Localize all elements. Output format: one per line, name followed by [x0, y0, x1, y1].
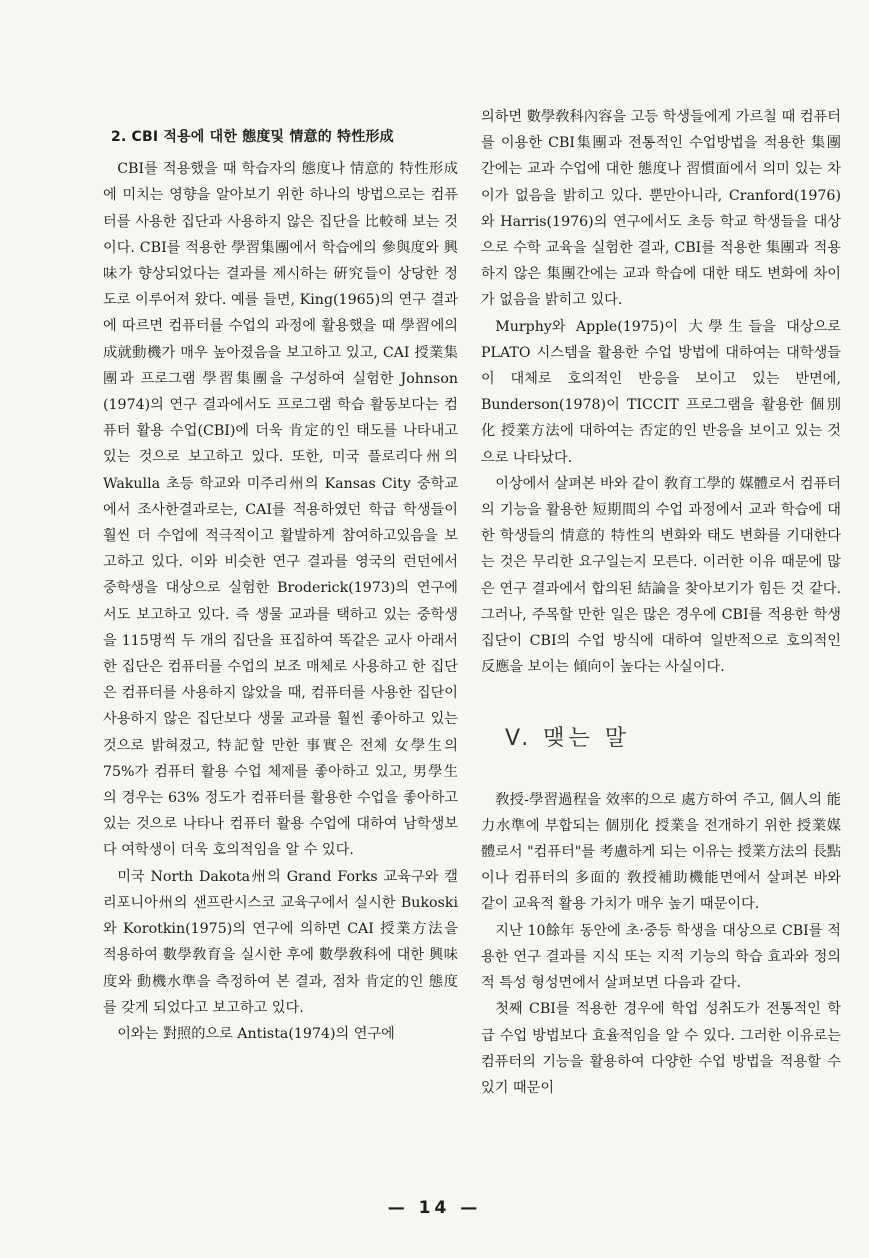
paragraph: 이와는 對照的으로 Antista(1974)의 연구에: [117, 1025, 395, 1042]
paragraph: 지난 10餘年 동안에 초·중등 학생을 대상으로 CBI를 적용한 연구 결과를 지식 또는 지적 기능의 학습 효과와 정의적 특성 형성면에서 살펴보면 다음과 같다.: [481, 922, 841, 992]
paragraph: 미국 North Dakota州의 Grand Forks 교육구와 캘리포니아州의 샌프란시스코 교육구에서 실시한 Bukoski와 Korotkin(1975)의 연구에 의하면 CAI 授業方法을 적용하여 數學敎育을 실시한 후에 數學敎科에 대한 興味度와 動機水準을 측정하여 본 결과, 점차 肯定的인 態度를 갖게 되었다고 보고하고 있다.: [103, 868, 458, 1016]
section-heading: 2. CBI 적용에 대한 態度및 情意的 特性形成: [111, 129, 394, 145]
paragraph: Murphy와 Apple(1975)이 大學生들을 대상으로 PLATO 시스템을 활용한 수업 방법에 대하여는 대학생들이 대체로 호의적인 반응을 보이고 있는 반면에, Bunderson(1978)이 TICCIT 프로그램을 활용한 個別化 授業方法에 대하여는 否定的인 반응을 보이고 있는 것으로 나타났다.: [481, 318, 841, 466]
paragraph: 이상에서 살펴본 바와 같이 敎育工學的 媒體로서 컴퓨터의 기능을 활용한 短期間의 수업 과정에서 교과 학습에 대한 학생들의 情意的 特性의 변화와 태도 변화를 기대한다는 것은 무리한 요구일는지 모른다. 이러한 이유 때문에 많은 연구 결과에서 합의된 結論을 찾아보기가 힘든 것 같다. 그러나, 주목할 만한 일은 많은 경우에 CBI를 적용한 학생 집단이 CBI의 수업 방식에 대하여 일반적으로 호의적인 反應을 보이는 傾向이 높다는 사실이다.: [481, 475, 841, 676]
paragraph: CBI를 적용했을 때 학습자의 態度나 情意的 特性形成에 미치는 영향을 알아보기 위한 하나의 방법으로는 컴퓨터를 사용한 집단과 사용하지 않은 집단을 比較해 보는 것이다. CBI를 적용한 學習集團에서 학습에의 參與度와 興味가 향상되었다는 결과를 제시하는 硏究들이 상당한 정도로 이루어져 왔다. 예를 들면, King(1965)의 연구 결과에 따르면 컴퓨터를 수업의 과정에 활용했을 때 學習에의 成就動機가 매우 높아졌음을 보고하고 있고, CAI 授業集團과 프로그램 學習集團을 구성하여 실험한 Johnson (1974)의 연구 결과에서도 프로그램 학습 활동보다는 컴퓨터 활용 수업(CBI)에 더욱 肯定的인 태도를 나타내고 있는 것으로 보고하고 있다. 또한, 미국 플로리다州의 Wakulla 초등 학교와 미주리州의 Kansas City 중학교에서 조사한결과로는, CAI를 적용하였던 학급 학생들이 훨씬 더 수업에 적극적이고 활발하게 참여하고있음을 보고하고 있다. 이와 비슷한 연구 결과를 영국의 런던에서 중학생을 대상으로 실험한 Broderick(1973)의 연구에서도 보고하고 있다. 즉 생물 교과를 택하고 있는 중학생을 115명씩 두 개의 집단을 표집하여 똑같은 교사 아래서 한 집단은 컴퓨터를 수업의 보조 매체로 사용하고 한 집단은 컴퓨터를 사용하지 않았을 때, 컴퓨터를 사용한 집단이 사용하지 않은 집단보다 생물 교과를 훨씬 좋아하고 있는 것으로 밝혀졌고, 特記할 만한 事實은 전체 女學生의 75%가 컴퓨터 활용 수업 체제를 좋아하고 있고, 男學生의 경우는 63% 정도가 컴퓨터를 활용한 수업을 좋아하고 있는 것으로 나타나 컴퓨터 활용 수업에 대하여 남학생보다 여학생이 더욱 호의적임을 알 수 있다.: [103, 161, 458, 859]
left-column: [103, 124, 458, 1047]
paragraph: 의하면 數學敎科內容을 고등 학생들에게 가르칠 때 컴퓨터를 이용한 CBI集團과 전통적인 수업방법을 적용한 集團 간에는 교과 수업에 대한 態度나 習慣面에서 의미 있는 차이가 없음을 밝히고 있다. 뿐만아니라, Cranford(1976)와 Harris(1976)의 연구에서도 초등 학교 학생들을 대상으로 수학 교육을 실험한 결과, CBI를 적용한 集團과 적용하지 않은 集團간에는 교과 학습에 대한 태도 변화에 차이가 없음을 밝히고 있다.: [481, 109, 841, 309]
paragraph: 敎授-學習過程을 效率的으로 處方하여 주고, 個人의 能力水準에 부합되는 個別化 授業을 전개하기 위한 授業媒體로서 "컴퓨터"를 考慮하게 되는 이유는 授業方法의 長點이나 컴퓨터의 多面的 敎授補助機能면에서 살펴본 바와 같이 교육적 활용 가치가 매우 높기 때문이다.: [481, 791, 841, 913]
page-number: — 14 —: [387, 1198, 482, 1218]
right-column: [481, 104, 841, 1101]
chapter-heading: V. 맺는 말: [505, 726, 630, 752]
paragraph: 첫째 CBI를 적용한 경우에 학업 성취도가 전통적인 학급 수업 방법보다 효율적임을 알 수 있다. 그러한 이유로는 컴퓨터의 기능을 활용하여 다양한 수업 방법을 적용할 수 있기 때문이: [481, 1001, 841, 1096]
